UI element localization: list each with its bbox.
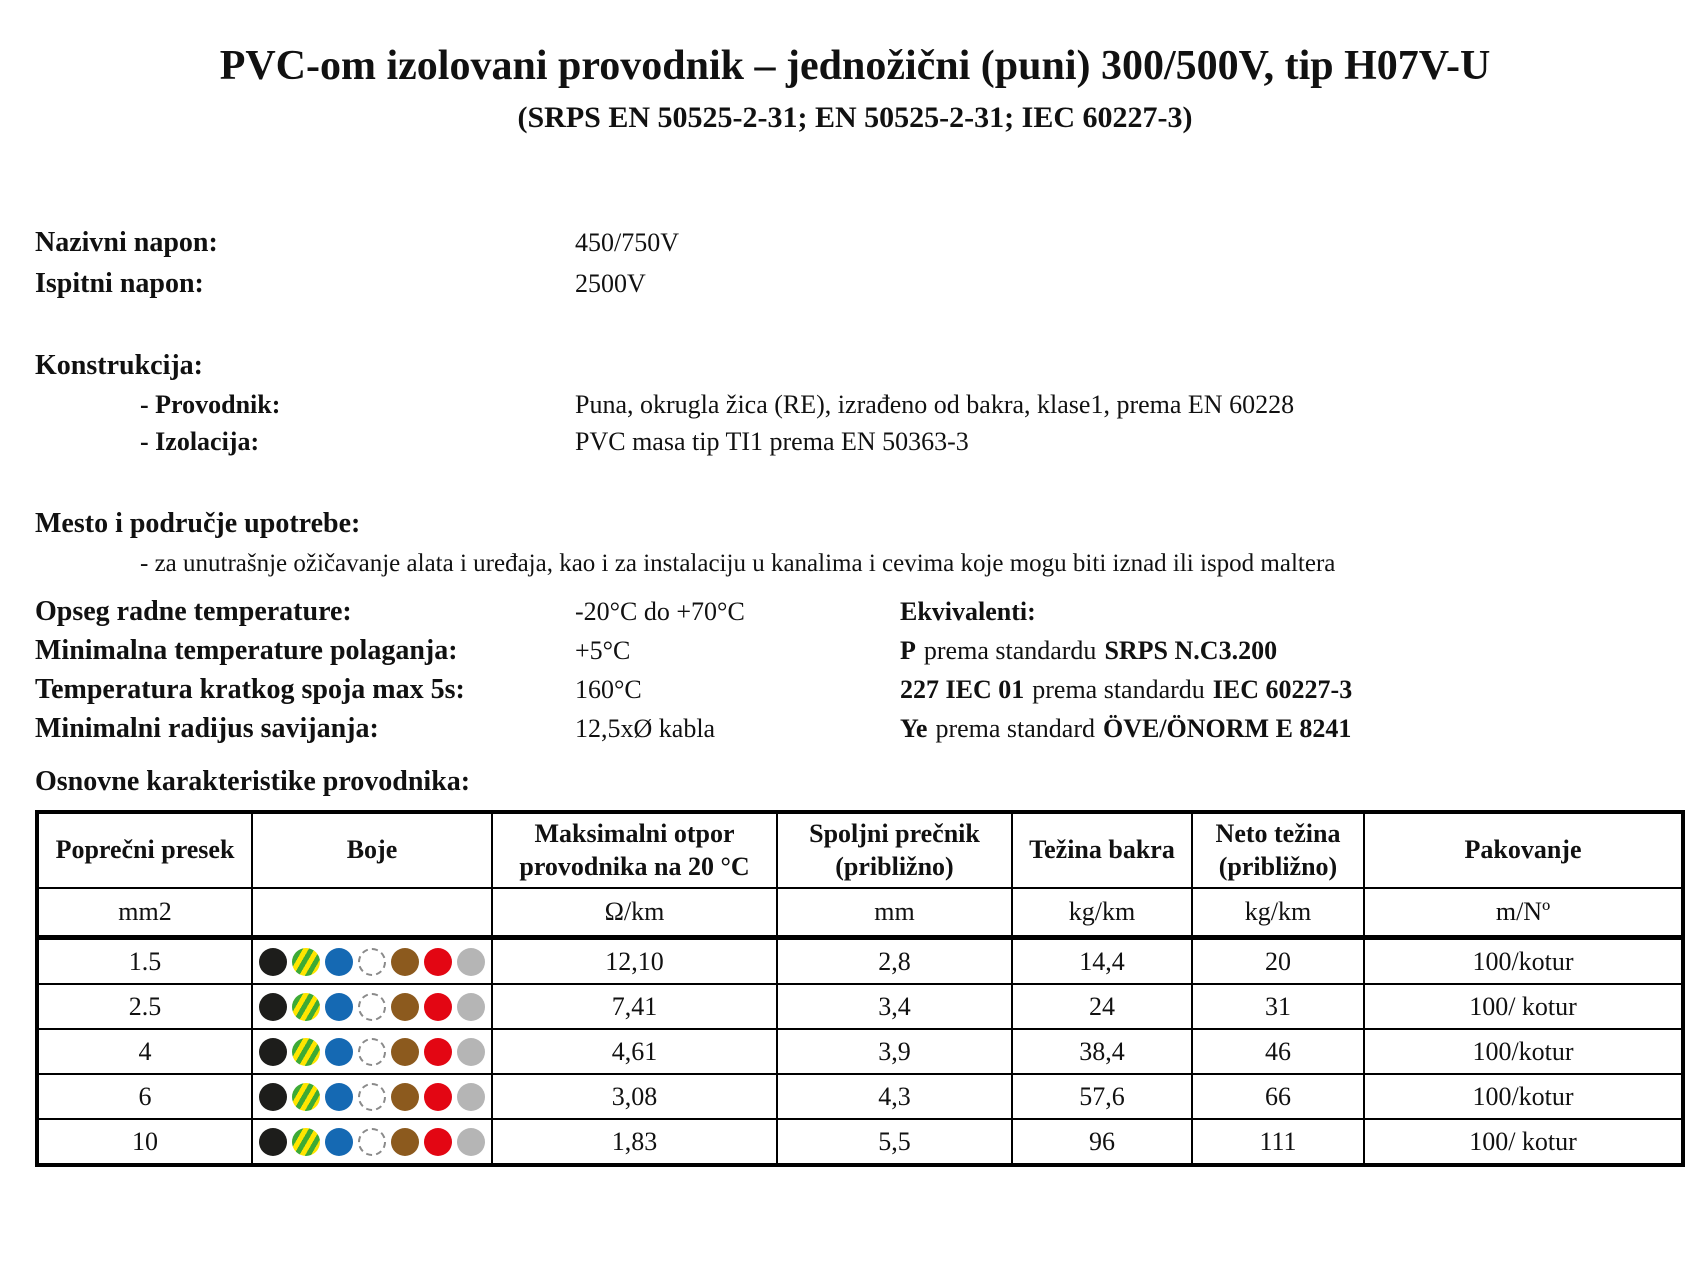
cell-colors	[252, 1074, 492, 1119]
red-color-dot	[424, 948, 452, 976]
cell-packaging: 100/kotur	[1364, 938, 1683, 985]
properties-section	[35, 592, 1675, 748]
cell-resistance: 3,08	[492, 1074, 777, 1119]
black-color-dot	[259, 948, 287, 976]
cell-colors	[252, 984, 492, 1029]
conductor-value: Puna, okrugla žica (RE), izrađeno od bakra, klase1, prema EN 60228	[575, 390, 1295, 419]
brown-color-dot	[391, 948, 419, 976]
test-voltage-row	[35, 263, 1675, 304]
gray-color-dot	[457, 1128, 485, 1156]
conductor-label: - Provodnik:	[140, 390, 281, 419]
short-circuit-temp-row	[35, 670, 1675, 709]
operating-temp-label: Opseg radne temperature:	[35, 596, 352, 627]
color-dots	[257, 1038, 487, 1066]
operating-temp-row	[35, 592, 1675, 631]
table-row	[37, 1029, 1683, 1074]
red-color-dot	[424, 1083, 452, 1111]
bending-radius-row	[35, 709, 1675, 748]
blue-color-dot	[325, 1128, 353, 1156]
gray-color-dot	[457, 1083, 485, 1111]
equivalent-iec-code: 227 IEC 01	[900, 675, 1025, 704]
cell-colors	[252, 1029, 492, 1074]
cell-net-weight: 46	[1192, 1029, 1364, 1074]
equivalent-iec	[900, 670, 1352, 709]
blue-color-dot	[325, 948, 353, 976]
voltage-section	[35, 222, 1675, 304]
green-yellow-color-dot	[292, 948, 320, 976]
nominal-voltage-row	[35, 222, 1675, 263]
test-voltage-value: 2500V	[575, 269, 646, 298]
cell-packaging: 100/ kotur	[1364, 1119, 1683, 1165]
equivalent-iec-standard: IEC 60227-3	[1212, 675, 1353, 704]
equivalent-srps	[900, 631, 1277, 670]
equivalents-heading: Ekvivalenti:	[900, 597, 1036, 626]
cell-diameter: 3,9	[777, 1029, 1012, 1074]
nominal-voltage-label: Nazivni napon:	[35, 227, 218, 258]
cell-colors	[252, 938, 492, 985]
cell-diameter: 5,5	[777, 1119, 1012, 1165]
green-yellow-color-dot	[292, 1083, 320, 1111]
brown-color-dot	[391, 1038, 419, 1066]
cell-cross-section: 4	[37, 1029, 252, 1074]
cell-net-weight: 31	[1192, 984, 1364, 1029]
cell-copper-weight: 57,6	[1012, 1074, 1192, 1119]
bending-radius-label: Minimalni radijus savijanja:	[35, 713, 379, 744]
unit-packaging: m/Nº	[1364, 888, 1683, 938]
color-dots	[257, 1083, 487, 1111]
col-header-copper-weight: Težina bakra	[1012, 812, 1192, 888]
cell-cross-section: 2.5	[37, 984, 252, 1029]
equivalent-srps-standard: SRPS N.C3.200	[1104, 636, 1278, 665]
insulation-row	[35, 423, 1675, 460]
cell-diameter: 3,4	[777, 984, 1012, 1029]
table-row	[37, 938, 1683, 985]
col-header-resistance: Maksimalni otpor provodnika na 20 °C	[492, 812, 777, 888]
page-subtitle: (SRPS EN 50525-2-31; EN 50525-2-31; IEC 60227-3)	[517, 101, 1193, 134]
unit-diameter: mm	[777, 888, 1012, 938]
cell-resistance: 1,83	[492, 1119, 777, 1165]
blue-color-dot	[325, 1038, 353, 1066]
table-row	[37, 1119, 1683, 1165]
col-header-net-weight: Neto težina (približno)	[1192, 812, 1364, 888]
conductor-row	[35, 386, 1675, 423]
laying-temp-label: Minimalna temperature polaganja:	[35, 635, 458, 666]
cell-packaging: 100/ kotur	[1364, 984, 1683, 1029]
nominal-voltage-value: 450/750V	[575, 228, 679, 257]
black-color-dot	[259, 993, 287, 1021]
col-header-cross-section: Poprečni presek	[37, 812, 252, 888]
red-color-dot	[424, 1038, 452, 1066]
color-dots	[257, 1128, 487, 1156]
cell-resistance: 7,41	[492, 984, 777, 1029]
test-voltage-label: Ispitni napon:	[35, 268, 204, 299]
construction-heading: Konstrukcija:	[35, 350, 203, 381]
operating-temp-value: -20°C do +70°C	[575, 597, 745, 626]
blue-color-dot	[325, 1083, 353, 1111]
gray-color-dot	[457, 948, 485, 976]
short-circuit-temp-label: Temperatura kratkog spoja max 5s:	[35, 674, 465, 705]
blue-color-dot	[325, 993, 353, 1021]
unit-colors	[252, 888, 492, 938]
unit-net-weight: kg/km	[1192, 888, 1364, 938]
cell-copper-weight: 38,4	[1012, 1029, 1192, 1074]
table-row	[37, 984, 1683, 1029]
brown-color-dot	[391, 1128, 419, 1156]
cell-packaging: 100/kotur	[1364, 1074, 1683, 1119]
bending-radius-value: 12,5xØ kabla	[575, 714, 716, 743]
green-yellow-color-dot	[292, 1128, 320, 1156]
cell-net-weight: 20	[1192, 938, 1364, 985]
usage-text: - za unutrašnje ožičavanje alata i uređaja, kao i za instalaciju u kanalima i cevima koje mogu biti iznad ili ispod maltera	[140, 550, 1336, 577]
cell-copper-weight: 24	[1012, 984, 1192, 1029]
white-color-dot	[358, 993, 386, 1021]
equivalent-ove-code: Ye	[900, 714, 928, 743]
equivalent-iec-text: prema standardu	[1032, 675, 1205, 704]
white-color-dot	[358, 1038, 386, 1066]
col-header-packaging: Pakovanje	[1364, 812, 1683, 888]
laying-temp-value: +5°C	[575, 636, 631, 665]
col-header-diameter: Spoljni prečnik (približno)	[777, 812, 1012, 888]
brown-color-dot	[391, 1083, 419, 1111]
characteristics-table	[35, 810, 1685, 1167]
black-color-dot	[259, 1038, 287, 1066]
cell-resistance: 4,61	[492, 1029, 777, 1074]
gray-color-dot	[457, 1038, 485, 1066]
table-units-row	[37, 888, 1683, 938]
green-yellow-color-dot	[292, 1038, 320, 1066]
characteristics-heading: Osnovne karakteristike provodnika:	[35, 766, 471, 797]
cell-net-weight: 66	[1192, 1074, 1364, 1119]
green-yellow-color-dot	[292, 993, 320, 1021]
gray-color-dot	[457, 993, 485, 1021]
white-color-dot	[358, 948, 386, 976]
brown-color-dot	[391, 993, 419, 1021]
cell-packaging: 100/kotur	[1364, 1029, 1683, 1074]
black-color-dot	[259, 1128, 287, 1156]
table-row	[37, 1074, 1683, 1119]
table-header-row	[37, 812, 1683, 888]
col-header-colors: Boje	[252, 812, 492, 888]
black-color-dot	[259, 1083, 287, 1111]
color-dots	[257, 993, 487, 1021]
usage-heading: Mesto i područje upotrebe:	[35, 508, 361, 539]
cell-diameter: 4,3	[777, 1074, 1012, 1119]
unit-cross-section: mm2	[37, 888, 252, 938]
equivalent-ove-text: prema standard	[935, 714, 1095, 743]
equivalent-srps-text: prema standardu	[923, 636, 1097, 665]
cell-cross-section: 1.5	[37, 938, 252, 985]
short-circuit-temp-value: 160°C	[575, 675, 642, 704]
cell-resistance: 12,10	[492, 938, 777, 985]
cell-diameter: 2,8	[777, 938, 1012, 985]
laying-temp-row	[35, 631, 1675, 670]
unit-resistance: Ω/km	[492, 888, 777, 938]
insulation-label: - Izolacija:	[140, 427, 260, 456]
page-title: PVC-om izolovani provodnik – jednožični (puni) 300/500V, tip H07V-U	[219, 43, 1491, 89]
unit-copper-weight: kg/km	[1012, 888, 1192, 938]
equivalent-srps-code: P	[900, 636, 916, 665]
red-color-dot	[424, 1128, 452, 1156]
cell-copper-weight: 96	[1012, 1119, 1192, 1165]
cell-cross-section: 6	[37, 1074, 252, 1119]
cell-cross-section: 10	[37, 1119, 252, 1165]
equivalent-ove-standard: ÖVE/ÖNORM E 8241	[1102, 714, 1352, 743]
color-dots	[257, 948, 487, 976]
red-color-dot	[424, 993, 452, 1021]
insulation-value: PVC masa tip TI1 prema EN 50363-3	[575, 427, 969, 456]
cell-colors	[252, 1119, 492, 1165]
equivalent-ove	[900, 709, 1351, 748]
white-color-dot	[358, 1083, 386, 1111]
white-color-dot	[358, 1128, 386, 1156]
cell-copper-weight: 14,4	[1012, 938, 1192, 985]
cell-net-weight: 111	[1192, 1119, 1364, 1165]
